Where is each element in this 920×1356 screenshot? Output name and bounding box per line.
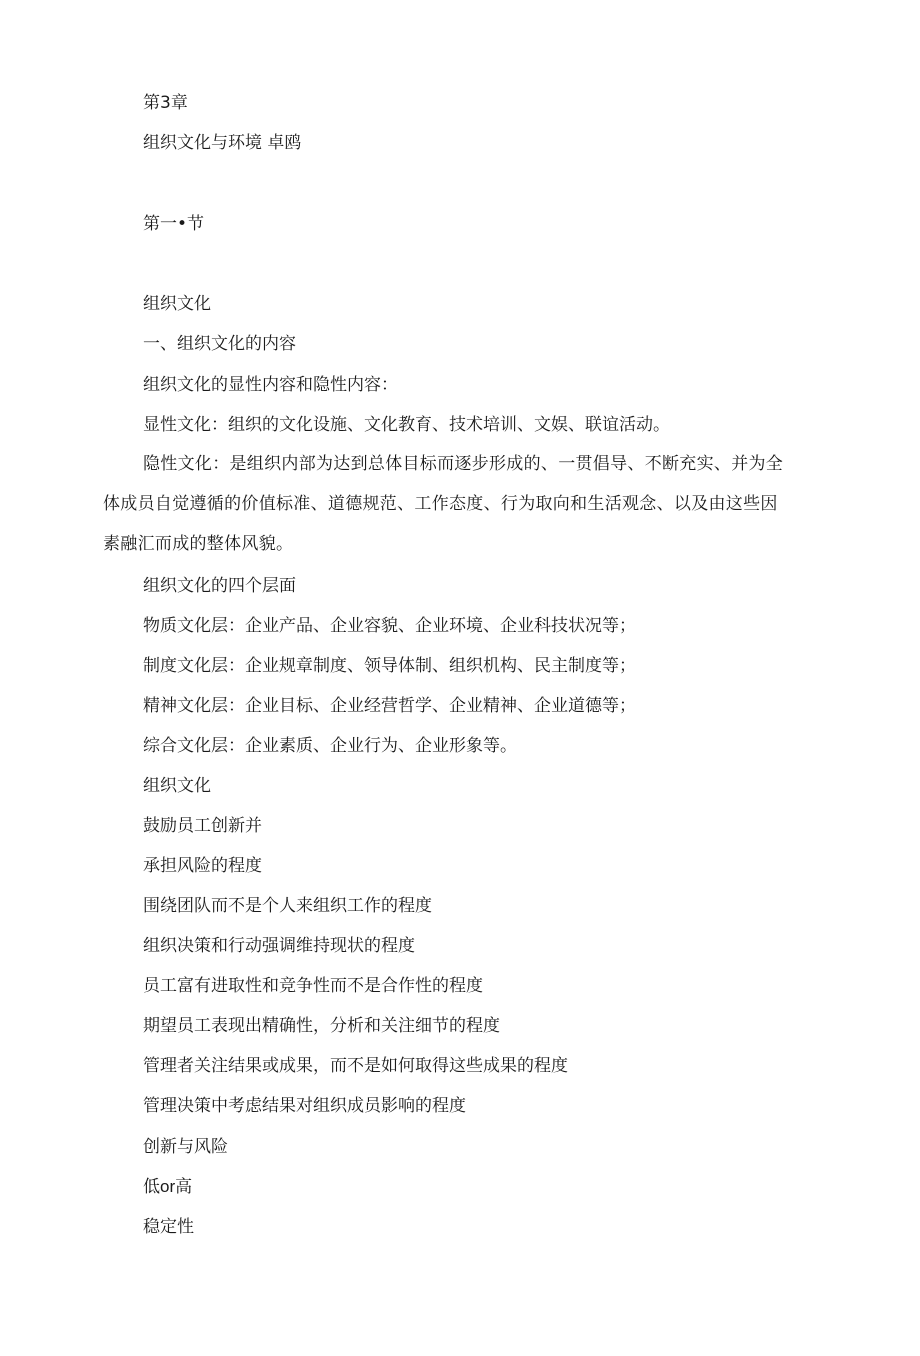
dimension-item: 围绕团队而不是个人来组织工作的程度 <box>143 896 432 916</box>
part1-intro: 组织文化的显性内容和隐性内容： <box>143 375 398 395</box>
dimensions-heading: 组织文化 <box>143 776 211 796</box>
chapter-title: 组织文化与环境 卓鸥 <box>143 133 302 153</box>
dimension-item: 承担风险的程度 <box>143 856 262 876</box>
section-heading: 组织文化 <box>143 294 211 314</box>
scale-item: 稳定性 <box>143 1217 194 1237</box>
section-label: 第一•节 <box>143 214 205 234</box>
chapter-number: 第3章 <box>143 93 188 113</box>
dimension-item: 管理者关注结果或成果，而不是如何取得这些成果的程度 <box>143 1056 568 1076</box>
dimension-item: 管理决策中考虑结果对组织成员影响的程度 <box>143 1096 466 1116</box>
layers-heading: 组织文化的四个层面 <box>143 576 296 596</box>
scale-item: 低or高 <box>143 1177 193 1196</box>
layer-item: 物质文化层：企业产品、企业容貌、企业环境、企业科技状况等； <box>143 616 636 636</box>
layer-item: 精神文化层：企业目标、企业经营哲学、企业精神、企业道德等； <box>143 696 636 716</box>
explicit-culture-text: 显性文化：组织的文化设施、文化教育、技术培训、文娱、联谊活动。 <box>143 415 670 435</box>
dimension-item: 员工富有进取性和竞争性而不是合作性的程度 <box>143 976 483 996</box>
dimension-item: 鼓励员工创新并 <box>143 816 262 836</box>
layer-item: 综合文化层：企业素质、企业行为、企业形象等。 <box>143 736 517 756</box>
scale-item: 创新与风险 <box>143 1137 228 1157</box>
layer-item: 制度文化层：企业规章制度、领导体制、组织机构、民主制度等； <box>143 656 636 676</box>
implicit-culture-paragraph: 隐性文化：是组织内部为达到总体目标而逐步形成的、一贯倡导、不断充实、并为全体成员自觉遵循的价值标准、道德规范、工作态度、行为取向和生活观念、以及由这些因素融汇而成的整体风貌。 <box>103 454 784 554</box>
dimension-item: 组织决策和行动强调维持现状的程度 <box>143 936 415 956</box>
dimension-item: 期望员工表现出精确性，分析和关注细节的程度 <box>143 1016 500 1036</box>
part1-heading: 一、组织文化的内容 <box>143 334 296 354</box>
